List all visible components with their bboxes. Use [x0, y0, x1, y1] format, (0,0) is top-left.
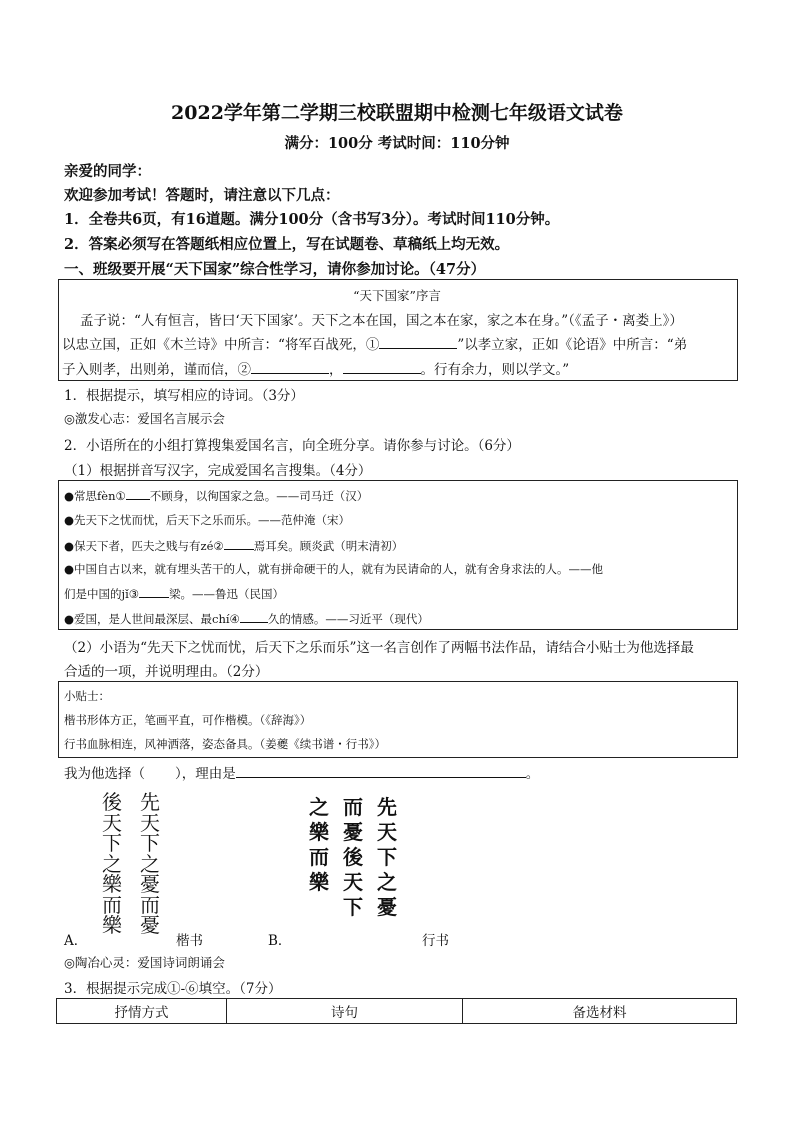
calligraphy-a-glyph: 先 — [140, 790, 160, 814]
blank-q3[interactable] — [139, 585, 169, 598]
option-a-name: 楷书 — [176, 933, 203, 949]
calligraphy-b-glyph: 後 — [343, 845, 363, 869]
calligraphy-a-glyph: 而 — [140, 892, 160, 917]
preface-line-3-start: 子入则孝，出则弟，谨而信，② — [62, 362, 251, 378]
question-2: 2．小语所在的小组打算搜集爱国名言，向全班分享。请你参与讨论。（6分） — [64, 438, 520, 454]
calligraphy-b-glyph: 憂 — [377, 895, 397, 919]
calligraphy-b-glyph: 樂 — [309, 820, 329, 844]
table-header-cell: 诗句 — [227, 999, 463, 1024]
blank-2a[interactable] — [251, 361, 329, 374]
calligraphy-a-glyph: 天 — [140, 810, 160, 835]
table-header-cell: 备选材料 — [463, 999, 737, 1024]
preface-title: “天下国家”序言 — [353, 288, 441, 303]
calligraphy-a-glyph: 而 — [102, 892, 122, 917]
calligraphy-a-column-right — [138, 792, 162, 936]
blank-q4[interactable] — [240, 610, 268, 623]
table-header-cell: 抒情方式 — [57, 999, 227, 1024]
calligraphy-b-glyph: 憂 — [343, 820, 363, 844]
fill-table — [56, 998, 737, 1024]
greeting: 亲爱的同学： — [64, 163, 151, 180]
choice-line — [64, 762, 539, 782]
quote-3-end: 焉耳矣。顾炎武（明末清初） — [253, 539, 404, 553]
exam-subtitle: 满分：100分 考试时间：110分钟 — [284, 135, 510, 152]
rule-1: 1．全卷共6页，有16道题。满分100分（含书写3分）。考试时间110分钟。 — [64, 211, 560, 228]
calligraphy-b-glyph: 而 — [309, 845, 329, 869]
quote-4-end: 梁。——鲁迅（民国） — [169, 587, 285, 601]
quote-4-line-1: ●中国自古以来，就有埋头苦干的人，就有拼命硬干的人，就有为民请命的人，就有舍身求法的人。——他 — [64, 562, 604, 576]
preface-line-2 — [62, 333, 687, 353]
calligraphy-b-glyph: 下 — [343, 895, 363, 919]
option-a-label[interactable]: A． — [64, 933, 88, 949]
quote-1 — [64, 487, 368, 504]
section-1-heading: 一、班级要开展“天下国家”综合性学习，请你参加讨论。（47分） — [64, 261, 486, 278]
quote-1-end: 不顾身，以徇国家之急。——司马迁（汉） — [149, 489, 369, 503]
blank-q2[interactable] — [224, 537, 254, 550]
calligraphy-b-glyph: 天 — [343, 870, 363, 894]
tip-2: 行书血脉相连，风神洒落，姿态备具。（姜夔《续书谱・行书》） — [64, 737, 386, 751]
choice-reason-label: ），理由是 — [175, 766, 236, 782]
calligraphy-b-column-1 — [304, 795, 334, 920]
calligraphy-a-glyph: 下 — [102, 831, 122, 855]
calligraphy-a-glyph: 樂 — [102, 872, 122, 896]
preface-line-2-start: 以忠立国，正如《木兰诗》中所言：“将军百战死，① — [62, 337, 380, 353]
question-2-1: （1）根据拼音写汉字，完成爱国名言搜集。（4分） — [64, 463, 372, 479]
preface-line-3 — [62, 358, 569, 378]
calligraphy-a-glyph: 憂 — [140, 913, 160, 937]
calligraphy-a-glyph: 下 — [140, 831, 160, 855]
quote-4-start: 们是中国的jǐ③ — [64, 587, 140, 601]
calligraphy-a-glyph: 之 — [102, 851, 122, 876]
activity-1: ◎激发心志：爱国名言展示会 — [64, 411, 225, 426]
reason-blank[interactable] — [236, 765, 526, 778]
calligraphy-a-glyph: 憂 — [140, 872, 160, 896]
calligraphy-a-glyph: 樂 — [102, 913, 122, 937]
welcome-text: 欢迎参加考试！答题时，请注意以下几点： — [64, 187, 340, 204]
quote-1-start: ●常思fèn① — [64, 489, 126, 503]
option-b-name: 行书 — [422, 933, 449, 949]
calligraphy-a-glyph: 天 — [102, 810, 122, 835]
calligraphy-a-glyph: 後 — [102, 790, 122, 814]
question-1: 1．根据提示，填写相应的诗词。（3分） — [64, 388, 304, 404]
table-header-row — [57, 999, 737, 1024]
calligraphy-b-glyph — [304, 895, 334, 920]
exam-title: 2022学年第二学期三校联盟期中检测七年级语文试卷 — [171, 102, 623, 124]
tip-1: 楷书形体方正，笔画平直，可作楷模。（《辞海》） — [64, 713, 312, 727]
preface-line-3-comma: ， — [329, 362, 343, 378]
calligraphy-b-glyph: 先 — [377, 795, 397, 819]
quote-5-end: 久的情感。——习近平（现代） — [267, 612, 429, 626]
question-3: 3．根据提示完成①-⑥填空。（7分） — [64, 981, 282, 997]
activity-3: ◎陶冶心灵：爱国诗词朗诵会 — [64, 955, 225, 970]
blank-1[interactable] — [379, 336, 457, 349]
calligraphy-b-glyph: 而 — [343, 795, 363, 819]
calligraphy-a-glyph: 之 — [140, 851, 160, 876]
calligraphy-b-glyph: 之 — [309, 795, 329, 819]
preface-line-2-end: ”以孝立家，正如《论语》中所言：“弟 — [457, 337, 688, 353]
calligraphy-a-column-left — [100, 792, 124, 936]
quote-5-start: ●爱国，是人世间最深层、最chí④ — [64, 612, 240, 626]
calligraphy-b-glyph: 下 — [377, 845, 397, 869]
blank-q1[interactable] — [126, 487, 150, 500]
question-2-2-line-1: （2）小语为“先天下之忧而忧，后天下之乐而乐”这一名言创作了两幅书法作品，请结合小贴士为他选择最 — [64, 640, 694, 656]
choice-end: 。 — [525, 766, 540, 782]
tips-title: 小贴士： — [64, 689, 110, 703]
rule-2: 2．答案必须写在答题纸相应位置上，写在试题卷、草稿纸上均无效。 — [64, 236, 510, 253]
quote-4-line-2 — [64, 585, 284, 602]
preface-line-3-end: 。行有余力，则以学文。” — [420, 362, 570, 378]
quote-2: ●先天下之忧而忧，后天下之乐而乐。——范仲淹（宋） — [64, 513, 351, 527]
quote-5 — [64, 610, 429, 627]
quote-3-start: ●保天下者，匹夫之贱与有zé② — [64, 539, 224, 553]
blank-2b[interactable] — [343, 361, 421, 374]
calligraphy-b-column-3 — [372, 795, 402, 920]
option-b-label[interactable]: B． — [268, 933, 292, 949]
calligraphy-b-glyph: 天 — [377, 820, 397, 844]
calligraphy-b-glyph: 樂 — [309, 870, 329, 894]
choice-prefix: 我为他选择（ — [64, 766, 145, 782]
preface-line-1: 孟子说：“人有恒言，皆曰‘天下国家’。天下之本在国，国之本在家，家之本在身。”（《孟子・离娄上》） — [80, 313, 683, 329]
calligraphy-b-column-2 — [338, 795, 368, 920]
quote-3 — [64, 537, 403, 554]
question-2-2-line-2: 合适的一项，并说明理由。（2分） — [64, 664, 269, 680]
calligraphy-b-glyph: 之 — [377, 870, 397, 894]
